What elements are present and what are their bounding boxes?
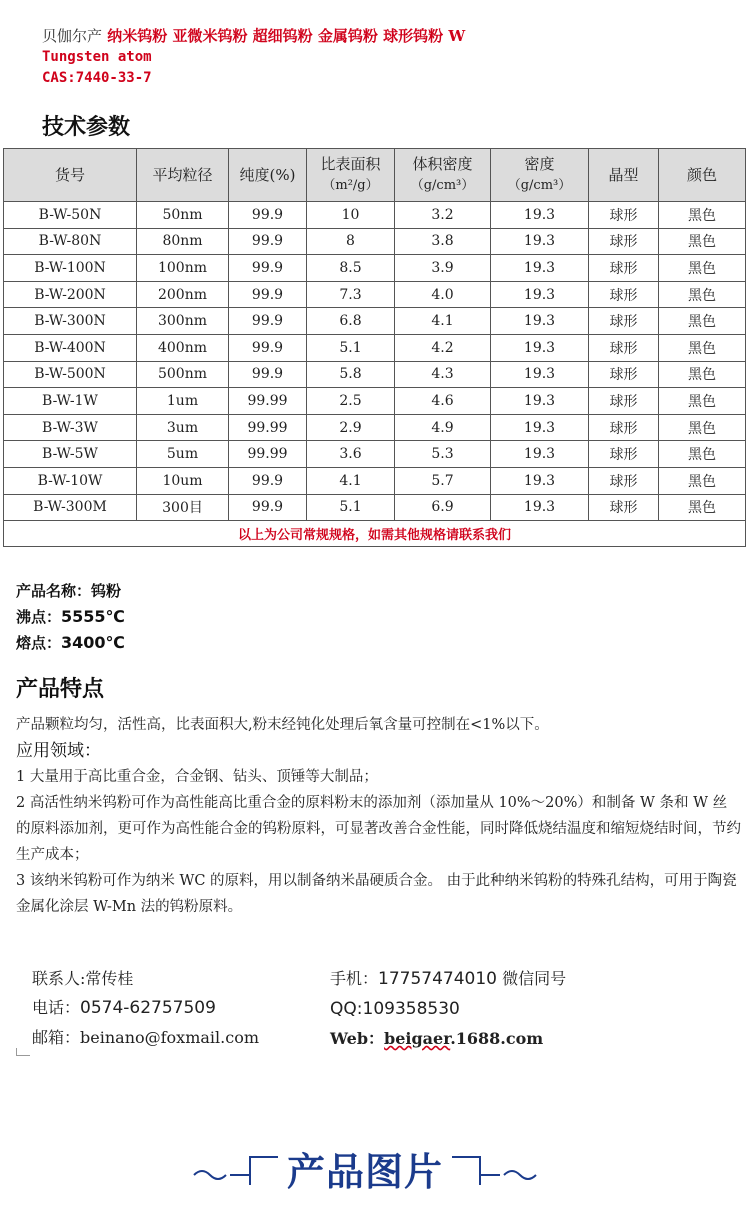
cell-size: 5um bbox=[137, 441, 229, 468]
cell-bulk: 4.6 bbox=[395, 388, 491, 415]
table-row bbox=[4, 308, 746, 335]
product-list: 纳米钨粉 亚微米钨粉 超细钨粉 金属钨粉 球形钨粉 W bbox=[102, 27, 466, 45]
cell-color: 黑色 bbox=[659, 281, 746, 308]
header bbox=[42, 26, 465, 89]
cas-number: CAS:7440-33-7 bbox=[42, 70, 152, 86]
cell-crystal: 球形 bbox=[589, 308, 659, 335]
cell-ssa: 10 bbox=[307, 202, 395, 229]
header-line1 bbox=[42, 26, 465, 47]
cell-purity: 99.9 bbox=[229, 281, 307, 308]
english-name: Tungsten atom bbox=[42, 49, 152, 65]
cell-size: 80nm bbox=[137, 228, 229, 255]
cell-crystal: 球形 bbox=[589, 255, 659, 282]
cell-ssa: 5.1 bbox=[307, 494, 395, 521]
col-header-size: 平均粒径 bbox=[137, 149, 229, 202]
cell-size: 3um bbox=[137, 414, 229, 441]
cell-density: 19.3 bbox=[491, 441, 589, 468]
cell-purity: 99.9 bbox=[229, 202, 307, 229]
contact-mobile: 手机：17757474010 微信同号 bbox=[330, 969, 567, 989]
cell-purity: 99.9 bbox=[229, 467, 307, 494]
cell-bulk: 5.7 bbox=[395, 467, 491, 494]
col-header-crystal: 晶型 bbox=[589, 149, 659, 202]
cell-code: B-W-50N bbox=[4, 202, 137, 229]
cell-code: B-W-300M bbox=[4, 494, 137, 521]
contact-phone: 电话：0574-62757509 bbox=[32, 998, 216, 1018]
spec-table bbox=[3, 148, 746, 547]
table-row bbox=[4, 441, 746, 468]
table-row bbox=[4, 255, 746, 282]
cell-ssa: 5.1 bbox=[307, 334, 395, 361]
cell-ssa: 2.5 bbox=[307, 388, 395, 415]
cell-size: 300目 bbox=[137, 494, 229, 521]
cell-density: 19.3 bbox=[491, 202, 589, 229]
cell-ssa: 8.5 bbox=[307, 255, 395, 282]
cell-bulk: 4.3 bbox=[395, 361, 491, 388]
cell-ssa: 2.9 bbox=[307, 414, 395, 441]
cell-code: B-W-200N bbox=[4, 281, 137, 308]
cell-density: 19.3 bbox=[491, 281, 589, 308]
cell-bulk: 4.1 bbox=[395, 308, 491, 335]
cell-code: B-W-100N bbox=[4, 255, 137, 282]
table-row bbox=[4, 494, 746, 521]
cell-code: B-W-5W bbox=[4, 441, 137, 468]
cell-purity: 99.9 bbox=[229, 308, 307, 335]
cell-purity: 99.9 bbox=[229, 361, 307, 388]
cell-density: 19.3 bbox=[491, 388, 589, 415]
melting-point: 熔点：3400℃ bbox=[16, 633, 125, 652]
cell-crystal: 球形 bbox=[589, 361, 659, 388]
col-header-bulk-density: 体积密度 （g/cm³） bbox=[395, 149, 491, 202]
application-title: 应用领域： bbox=[16, 741, 101, 761]
cell-code: B-W-80N bbox=[4, 228, 137, 255]
cell-color: 黑色 bbox=[659, 334, 746, 361]
application-item: 3 该纳米钨粉可作为纳米 WC 的原料，用以制备纳米晶硬质合金。 由于此种纳米钨粉的特殊孔结构，可用于陶瓷金属化涂层 W-Mn 法的钨粉原料。 bbox=[16, 873, 737, 915]
table-row bbox=[4, 467, 746, 494]
cell-density: 19.3 bbox=[491, 255, 589, 282]
table-note: 以上为公司常规规格，如需其他规格请联系我们 bbox=[4, 521, 746, 547]
spec-table-body bbox=[4, 202, 746, 521]
tech-params-title: 技术参数 bbox=[42, 115, 131, 140]
features-description: 产品颗粒均匀，活性高，比表面积大,粉末经钝化处理后氧含量可控制在<1%以下。 bbox=[16, 717, 549, 733]
cell-purity: 99.9 bbox=[229, 334, 307, 361]
table-row bbox=[4, 281, 746, 308]
cell-color: 黑色 bbox=[659, 494, 746, 521]
cell-density: 19.3 bbox=[491, 334, 589, 361]
cell-size: 400nm bbox=[137, 334, 229, 361]
web-link[interactable]: beigaer.1688.com bbox=[384, 1029, 544, 1048]
table-row bbox=[4, 388, 746, 415]
cell-density: 19.3 bbox=[491, 361, 589, 388]
text-cursor-mark bbox=[16, 1048, 30, 1056]
email-link[interactable]: beinano@foxmail.com bbox=[80, 1028, 259, 1047]
cell-bulk: 3.9 bbox=[395, 255, 491, 282]
cell-color: 黑色 bbox=[659, 467, 746, 494]
cell-purity: 99.9 bbox=[229, 494, 307, 521]
cell-purity: 99.99 bbox=[229, 414, 307, 441]
cell-crystal: 球形 bbox=[589, 441, 659, 468]
boiling-point: 沸点：5555℃ bbox=[16, 607, 125, 626]
cell-crystal: 球形 bbox=[589, 334, 659, 361]
cell-color: 黑色 bbox=[659, 308, 746, 335]
cell-crystal: 球形 bbox=[589, 228, 659, 255]
cell-crystal: 球形 bbox=[589, 467, 659, 494]
cell-ssa: 4.1 bbox=[307, 467, 395, 494]
cell-density: 19.3 bbox=[491, 467, 589, 494]
cell-crystal: 球形 bbox=[589, 388, 659, 415]
cell-color: 黑色 bbox=[659, 414, 746, 441]
cell-crystal: 球形 bbox=[589, 494, 659, 521]
table-row bbox=[4, 361, 746, 388]
cell-density: 19.3 bbox=[491, 414, 589, 441]
cell-size: 200nm bbox=[137, 281, 229, 308]
cell-size: 100nm bbox=[137, 255, 229, 282]
cell-bulk: 6.9 bbox=[395, 494, 491, 521]
cell-bulk: 3.8 bbox=[395, 228, 491, 255]
application-item: 1 大量用于高比重合金，合金钢、钻头、顶锤等大制品； bbox=[16, 769, 378, 785]
cell-ssa: 7.3 bbox=[307, 281, 395, 308]
table-row bbox=[4, 228, 746, 255]
cell-crystal: 球形 bbox=[589, 202, 659, 229]
contact-left bbox=[32, 964, 259, 1052]
col-header-color: 颜色 bbox=[659, 149, 746, 202]
product-pictures-title: 产品图片 bbox=[286, 1150, 443, 1194]
cell-size: 500nm bbox=[137, 361, 229, 388]
cell-density: 19.3 bbox=[491, 228, 589, 255]
table-note-row bbox=[4, 521, 746, 547]
cell-size: 50nm bbox=[137, 202, 229, 229]
cell-purity: 99.99 bbox=[229, 441, 307, 468]
cell-code: B-W-300N bbox=[4, 308, 137, 335]
product-name: 产品名称：钨粉 bbox=[16, 582, 122, 600]
table-row bbox=[4, 202, 746, 229]
cell-code: B-W-1W bbox=[4, 388, 137, 415]
cell-code: B-W-3W bbox=[4, 414, 137, 441]
cell-purity: 99.99 bbox=[229, 388, 307, 415]
cell-color: 黑色 bbox=[659, 228, 746, 255]
cell-ssa: 5.8 bbox=[307, 361, 395, 388]
cell-size: 300nm bbox=[137, 308, 229, 335]
col-header-density: 密度 （g/cm³） bbox=[491, 149, 589, 202]
cell-bulk: 4.9 bbox=[395, 414, 491, 441]
contact-qq: QQ:109358530 bbox=[330, 999, 460, 1019]
cell-color: 黑色 bbox=[659, 441, 746, 468]
cell-bulk: 3.2 bbox=[395, 202, 491, 229]
cell-code: B-W-500N bbox=[4, 361, 137, 388]
features-title: 产品特点 bbox=[16, 677, 105, 702]
cell-color: 黑色 bbox=[659, 388, 746, 415]
cell-code: B-W-400N bbox=[4, 334, 137, 361]
cell-crystal: 球形 bbox=[589, 281, 659, 308]
cell-color: 黑色 bbox=[659, 255, 746, 282]
contact-right bbox=[330, 964, 566, 1053]
cell-color: 黑色 bbox=[659, 361, 746, 388]
table-row bbox=[4, 334, 746, 361]
cell-ssa: 3.6 bbox=[307, 441, 395, 468]
cell-density: 19.3 bbox=[491, 494, 589, 521]
cell-bulk: 5.3 bbox=[395, 441, 491, 468]
table-header-row bbox=[4, 149, 746, 202]
features-body bbox=[16, 712, 741, 920]
cell-purity: 99.9 bbox=[229, 255, 307, 282]
cell-color: 黑色 bbox=[659, 202, 746, 229]
cell-ssa: 8 bbox=[307, 228, 395, 255]
col-header-code: 货号 bbox=[4, 149, 137, 202]
contact-email: 邮箱：beinano@foxmail.com bbox=[32, 1028, 259, 1047]
cell-size: 10um bbox=[137, 467, 229, 494]
cell-purity: 99.9 bbox=[229, 228, 307, 255]
col-header-ssa: 比表面积 （m²/g） bbox=[307, 149, 395, 202]
cell-crystal: 球形 bbox=[589, 414, 659, 441]
product-properties bbox=[16, 578, 125, 656]
brand-label: 贝伽尔产 bbox=[42, 27, 103, 45]
cell-density: 19.3 bbox=[491, 308, 589, 335]
application-item: 2 高活性纳米钨粉可作为高性能高比重合金的原料粉末的添加剂（添加量从 10%～20%）和制备 W 条和 W 丝的原料添加剂，更可作为高性能合金的钨粉原料，可显著改善合金性能，同时降低烧结温度和缩短烧结时间，节约生产成本； bbox=[16, 795, 741, 863]
cell-size: 1um bbox=[137, 388, 229, 415]
contact-person: 联系人:常传桂 bbox=[32, 969, 134, 988]
contact-web: Web：beigaer.1688.com bbox=[330, 1029, 544, 1048]
product-pictures-banner bbox=[190, 1135, 540, 1195]
cell-bulk: 4.2 bbox=[395, 334, 491, 361]
col-header-purity: 纯度(%) bbox=[229, 149, 307, 202]
cell-bulk: 4.0 bbox=[395, 281, 491, 308]
table-row bbox=[4, 414, 746, 441]
cell-code: B-W-10W bbox=[4, 467, 137, 494]
cell-ssa: 6.8 bbox=[307, 308, 395, 335]
